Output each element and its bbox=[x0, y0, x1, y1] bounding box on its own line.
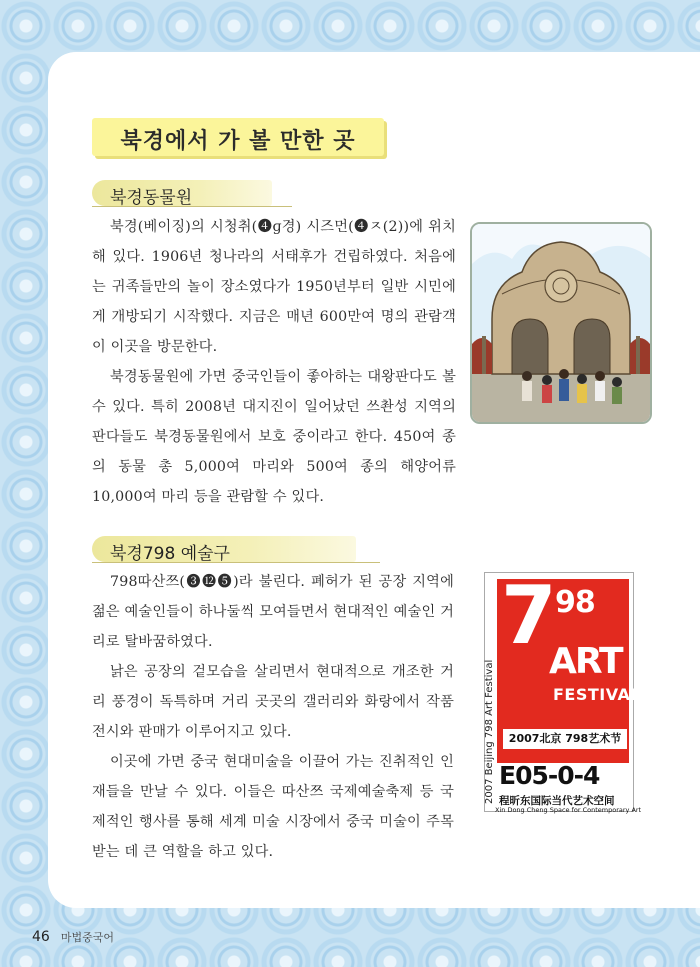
section-heading-label: 북경798 예술구 bbox=[110, 544, 230, 564]
poster-seven: 7 bbox=[501, 569, 557, 662]
section-heading-798 bbox=[92, 536, 380, 564]
798-body-text bbox=[92, 567, 454, 867]
poster-red-panel bbox=[497, 569, 642, 763]
poster-festival: FESTIVAL bbox=[553, 685, 642, 704]
book-name: 마법중국어 bbox=[60, 931, 115, 944]
section-heading-zoo bbox=[92, 180, 292, 208]
poster-ninety-eight: 98 bbox=[555, 585, 595, 620]
page-title: 북경에서 가 볼 만한 곳 bbox=[120, 129, 356, 154]
poster-chinese-title: 2007北京 798艺术节 bbox=[503, 729, 627, 749]
poster-side-text: 2007 Beijing 798 Art Festival bbox=[484, 659, 495, 804]
page-title-box bbox=[92, 118, 384, 156]
poster-space-chinese: 程昕东国际当代艺术空间 bbox=[499, 795, 615, 807]
page-footer bbox=[32, 926, 114, 945]
paragraph: 798따산쯔(❸⓬❺)라 불린다. 폐허가 된 공장 지역에 젊은 예술인들이 하나둘씩 모여들면서 현대적인 예술인 거리로 탈바꿈하였다. bbox=[92, 574, 454, 650]
poster-space-english: Xin Dong Cheng Space for Contemporary Art bbox=[495, 806, 642, 814]
page-number: 46 bbox=[32, 929, 50, 945]
paragraph: 낡은 공장의 겉모습을 살리면서 현대적으로 개조한 거리 풍경이 독특하며 거리 곳곳의 갤러리와 화랑에서 작품 전시와 판매가 이루어지고 있다. bbox=[92, 664, 454, 740]
poster-art: ART bbox=[549, 641, 622, 682]
poster-code: E05-0-4 bbox=[499, 761, 600, 790]
section-heading-label: 북경동물원 bbox=[110, 188, 193, 208]
paragraph: 북경(베이징)의 시청취(❹ɡ경) 시즈먼(❹ㅈ(2))에 위치해 있다. 1906년 청나라의 서태후가 건립하였다. 처음에는 귀족들만의 놀이 장소였다가 1950년부터 일반 시민에게 개방되기 시작했다. 지금은 매년 600만여 명의 관람객이 이곳을 방문한다. bbox=[92, 219, 456, 355]
798-art-festival-poster bbox=[484, 569, 642, 814]
zoo-body-text bbox=[92, 212, 456, 512]
paragraph: 이곳에 가면 중국 현대미술을 이끌어 가는 진취적인 인재들을 만날 수 있다. 이들은 따산쯔 국제예술축제 등 국제적인 행사를 통해 세계 미술 시장에서 중국 미술이 주목받는 데 큰 역할을 하고 있다. bbox=[92, 754, 454, 860]
zoo-gate-illustration bbox=[470, 222, 652, 424]
paragraph: 북경동물원에 가면 중국인들이 좋아하는 대왕판다도 볼 수 있다. 특히 2008년 대지진이 일어났던 쓰촨성 지역의 판다들도 북경동물원에서 보호 중이라고 한다. 450여 종의 동물 총 5,000여 마리와 500여 종의 해양어류 10,000여 마리 등을 관람할 수 있다. bbox=[92, 369, 456, 505]
